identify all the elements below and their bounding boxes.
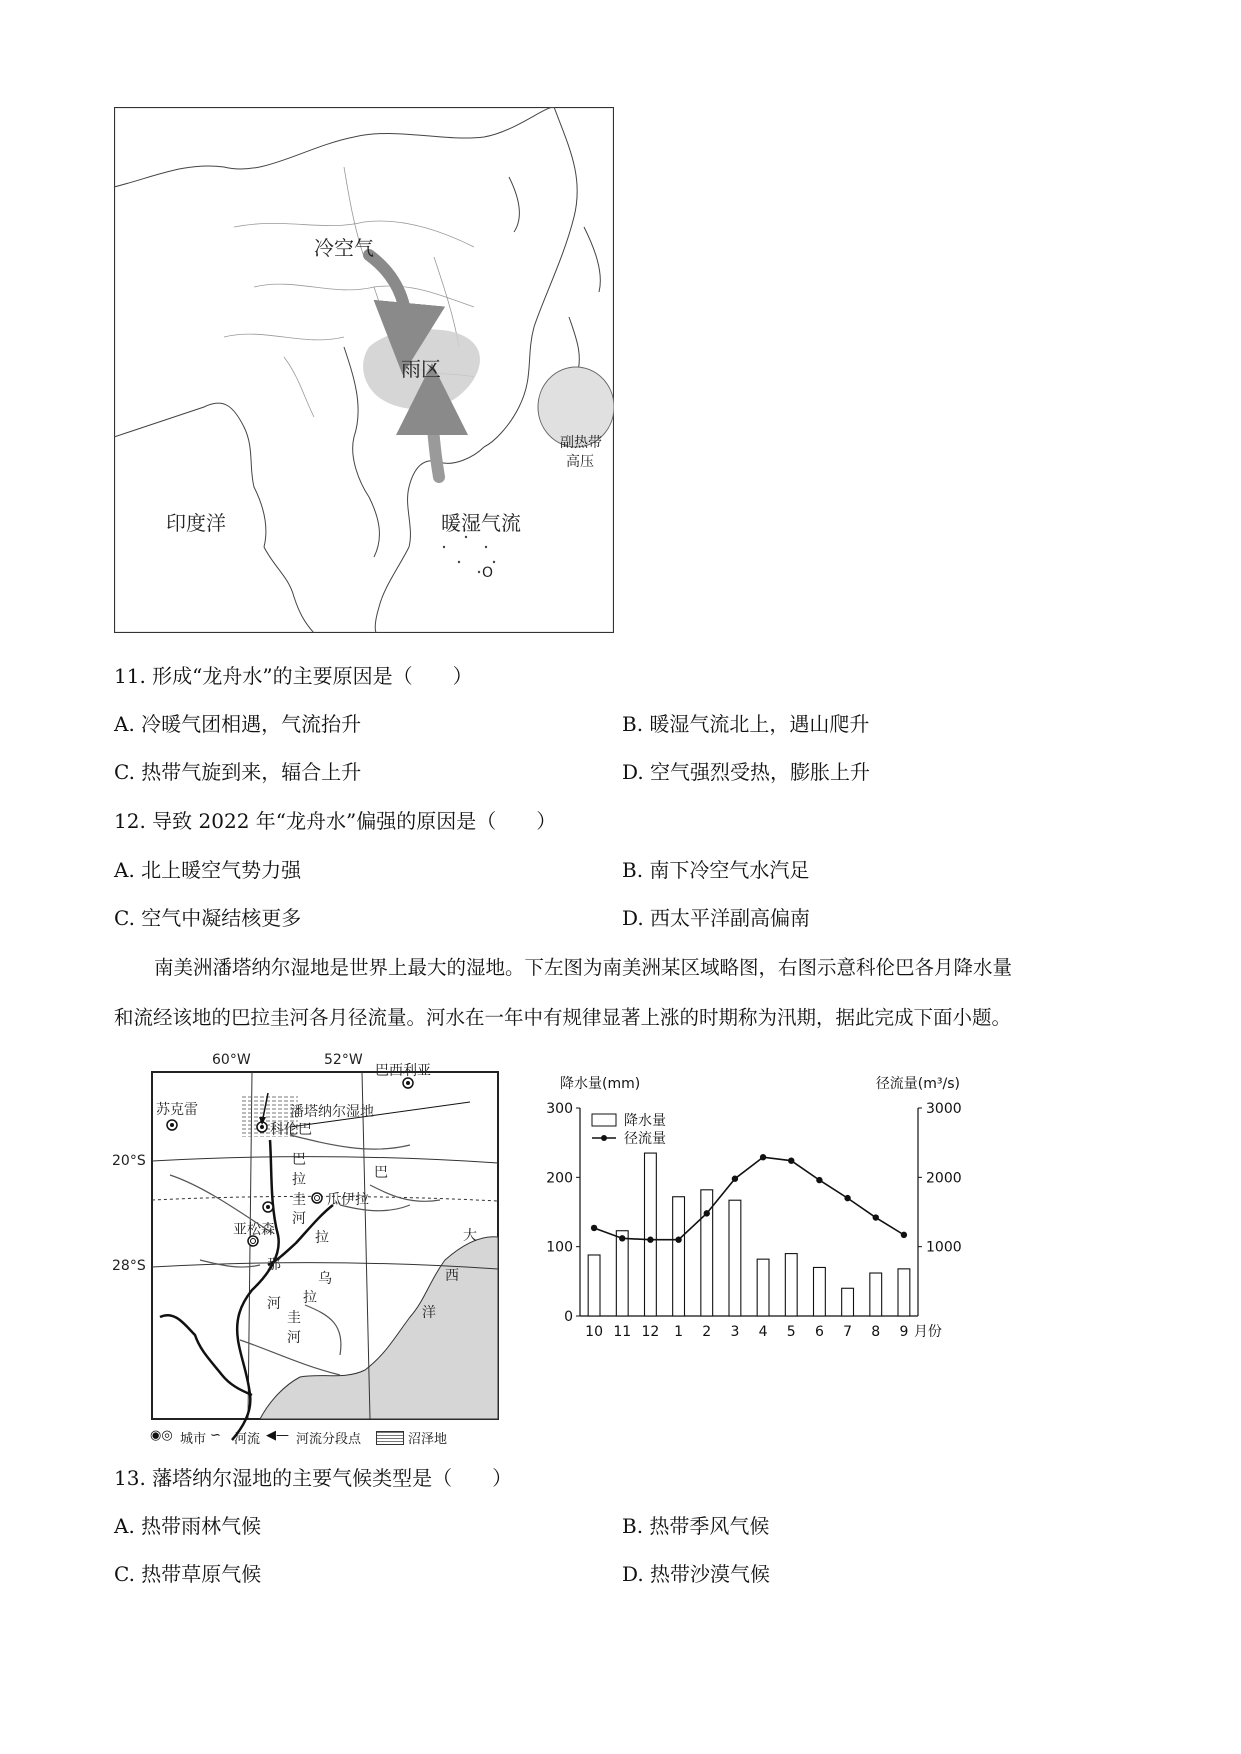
legend-bar-label: 降水量 [624,1113,666,1129]
bar-precip-1 [673,1197,685,1316]
point-runoff-12 [647,1237,653,1243]
x-tick-label-8: 8 [871,1324,881,1340]
river-uruguay-3: 圭 [287,1310,301,1326]
x-tick-label-7: 7 [843,1324,853,1340]
lon-label-52w: 52°W [324,1052,363,1068]
legend-bar-swatch [592,1114,616,1126]
label-cold-air: 冷空气 [314,236,374,260]
x-tick-label-2: 2 [702,1324,712,1340]
point-runoff-2 [704,1210,710,1216]
map2-legend [150,1427,510,1447]
label-pantanal: 潘塔纳尔湿地 [290,1104,374,1120]
q13-option-a[interactable]: A. 热带雨林气候 [114,1514,262,1538]
river-paraguay-3: 圭 [292,1192,306,1208]
bar-precip-5 [785,1254,797,1316]
legend-swamp-label: 沼泽地 [408,1432,448,1447]
q12-option-b[interactable]: B. 南下冷空气水汽足 [622,858,810,882]
point-runoff-9 [901,1232,907,1238]
legend-river-icon: ∽ [210,1428,221,1443]
bar-precip-6 [814,1267,826,1316]
lat-label-20s: 20°S [112,1153,146,1169]
label-subtropical-high-2: 高压 [566,454,594,470]
x-tick-label-5: 5 [786,1324,796,1340]
point-runoff-10 [591,1225,597,1231]
q12-stem: 12. 导致 2022 年“龙舟水”偏强的原因是（ ） [114,809,557,833]
city-sucre: 苏克雷 [156,1102,198,1118]
q11-option-a[interactable]: A. 冷暖气团相遇，气流抬升 [114,712,362,736]
river-parana-top-2: 拉 [315,1230,329,1246]
intro-line-1: 南美洲潘塔纳尔湿地是世界上最大的湿地。下左图为南美洲某区域略图，右图示意科伦巴各月降水量 [154,956,1013,979]
y-tick-label-left: 0 [564,1309,573,1325]
y-tick-label-right: 2000 [926,1170,962,1187]
intro-line-2: 和流经该地的巴拉圭河各月径流量。河水在一年中有规律显著上涨的时期称为汛期，据此完成下面小题。 [114,1006,1012,1029]
y-axis-label-left: 降水量(mm) [560,1076,641,1092]
q11-option-c[interactable]: C. 热带气旋到来，辐合上升 [114,760,362,784]
x-tick-label-6: 6 [814,1324,824,1340]
x-tick-label-12: 12 [641,1324,660,1340]
x-axis-suffix: 月份 [913,1324,942,1340]
map-east-asia-svg [114,107,614,633]
point-runoff-1 [675,1237,681,1243]
x-tick-label-10: 10 [585,1324,603,1340]
river-paraguay-2: 拉 [292,1172,306,1188]
x-tick-label-4: 4 [758,1324,768,1340]
legend-river-label: 河流 [234,1432,261,1447]
bar-precip-10 [588,1255,600,1316]
bar-precip-12 [645,1153,657,1316]
river-paraguay-1: 巴 [292,1152,306,1168]
legend-city-icon: ◉◎ [150,1428,173,1443]
point-runoff-11 [619,1235,625,1241]
river-parana-top-1: 巴 [374,1165,388,1181]
river-uruguay-1: 乌 [318,1271,332,1287]
legend-line-label: 径流量 [624,1131,666,1147]
label-origin: O [482,565,494,581]
x-tick-label-3: 3 [730,1324,740,1340]
bar-precip-7 [842,1288,854,1316]
river-uruguay-2: 拉 [303,1290,317,1306]
label-rain-area: 雨区 [401,357,441,381]
bar-precip-9 [898,1269,910,1316]
y-tick-label-right: 1000 [926,1239,962,1256]
city-brasilia: 巴西利亚 [375,1063,431,1079]
bar-precip-11 [616,1231,628,1316]
x-tick-label-9: 9 [899,1324,909,1340]
bar-precip-8 [870,1273,882,1316]
ocean-char-1: 大 [463,1228,477,1244]
map-east-asia [114,107,614,633]
city-asuncion: 亚松森 [233,1222,275,1238]
ocean-char-3: 洋 [422,1305,436,1321]
legend-line-marker [601,1135,607,1141]
river-uruguay-4: 河 [287,1330,301,1346]
precip-runoff-chart [540,1068,980,1358]
bar-precip-3 [729,1200,741,1316]
map-south-america [112,1052,510,1450]
q11-stem: 11. 形成“龙舟水”的主要原因是（ ） [114,664,473,688]
legend-swamp-icon [376,1431,404,1445]
point-runoff-7 [844,1195,850,1201]
legend-city-label: 城市 [180,1432,207,1447]
legend-split-icon: ◀— [266,1428,289,1443]
lon-label-60w: 60°W [212,1052,251,1068]
x-tick-label-11: 11 [613,1324,632,1340]
city-corumba: 科伦巴 [270,1122,312,1138]
point-runoff-6 [816,1177,822,1183]
q13-option-d[interactable]: D. 热带沙漠气候 [622,1562,771,1586]
line-runoff [594,1157,904,1240]
warm-flow-arrow [432,399,439,477]
y-tick-label-left: 300 [546,1101,573,1117]
label-warm-moist-flow: 暖湿气流 [441,511,521,535]
q13-stem: 13. 藩塔纳尔湿地的主要气候类型是（ ） [114,1466,513,1490]
point-runoff-5 [788,1157,794,1163]
legend-split-label: 河流分段点 [296,1432,362,1447]
x-tick-label-1: 1 [674,1324,684,1340]
q12-option-d[interactable]: D. 西太平洋副高偏南 [622,906,811,930]
q11-option-d[interactable]: D. 空气强烈受热，膨胀上升 [622,760,871,784]
y-tick-label-left: 100 [546,1239,573,1256]
q13-option-c[interactable]: C. 热带草原气候 [114,1562,262,1586]
chart-container [540,1068,980,1358]
q11-option-b[interactable]: B. 暖湿气流北上，遇山爬升 [622,712,870,736]
q12-option-a[interactable]: A. 北上暖空气势力强 [114,858,302,882]
q12-option-c[interactable]: C. 空气中凝结核更多 [114,906,302,930]
ocean-char-2: 西 [445,1268,459,1284]
q13-option-b[interactable]: B. 热带季风气候 [622,1514,770,1538]
y-tick-label-left: 200 [546,1170,573,1187]
point-runoff-3 [732,1176,738,1182]
city-guaira: 瓜伊拉 [327,1192,369,1208]
river-paraguay-4: 河 [292,1211,306,1227]
river-parana-mid: 那 [267,1257,281,1273]
y-axis-label-right: 径流量(m³/s) [875,1076,960,1092]
river-parana-lower: 河 [267,1296,281,1312]
bar-precip-4 [757,1259,769,1316]
point-runoff-8 [873,1214,879,1220]
lat-label-28s: 28°S [112,1258,146,1274]
point-runoff-4 [760,1154,766,1160]
label-subtropical-high-1: 副热带 [560,435,602,451]
label-indian-ocean: 印度洋 [166,511,226,535]
y-tick-label-right: 3000 [926,1101,962,1117]
